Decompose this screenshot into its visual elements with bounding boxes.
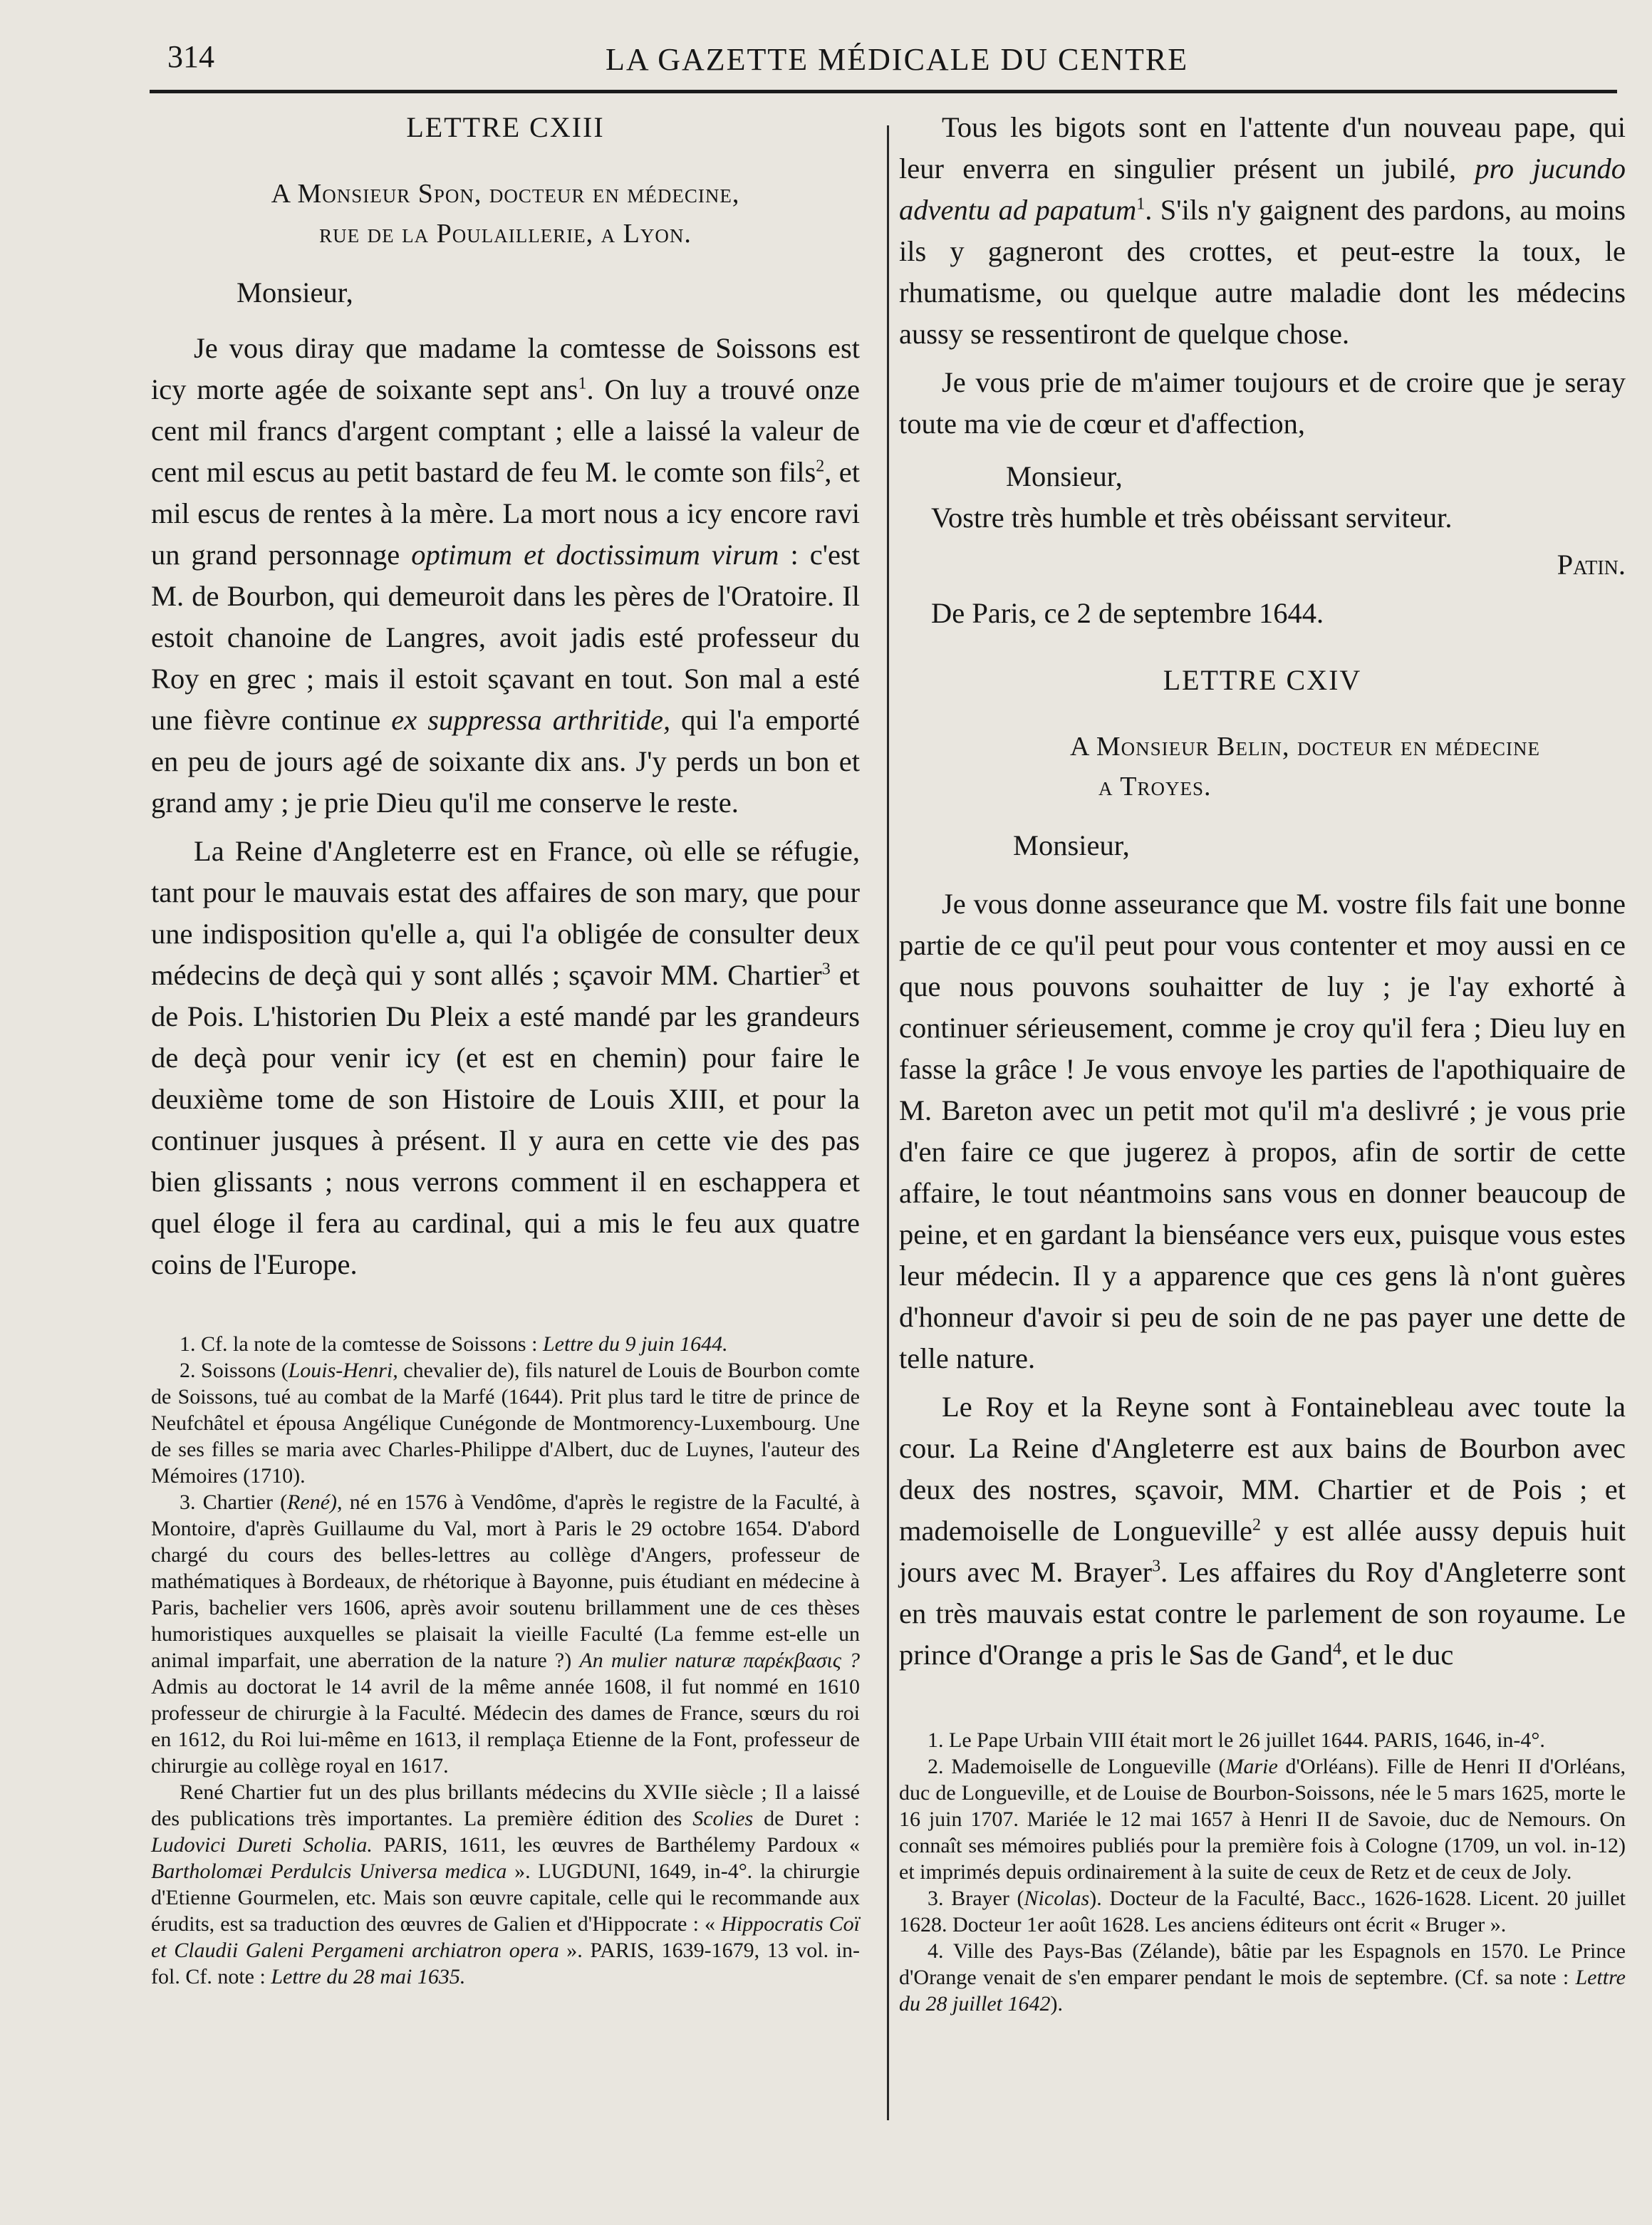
- footnote-ref: 4: [1332, 1639, 1341, 1659]
- body-paragraph: [899, 107, 1626, 355]
- text-run: . S'ils n'y gaignent des pardons, au moins ils y gagneront des crottes, et peut-estre la toux, le rhumatisme, ou quelque autre maladie dont les médecins aussy se ressentiront de quelque chose.: [899, 194, 1626, 350]
- signature: Patin.: [1557, 549, 1626, 581]
- italic-run: René),: [287, 1490, 343, 1514]
- addressee-line: A Monsieur Belin, docteur en médecine: [1070, 732, 1540, 762]
- footnote-ref: 3: [1152, 1557, 1161, 1576]
- footnote-ref: 2: [1252, 1515, 1262, 1535]
- text-run: ». PARIS, 1639-1679, 13 vol. in-fol. Cf. note :: [151, 1939, 860, 1988]
- body-paragraph: [151, 328, 860, 824]
- text-run: 2. Soissons (: [180, 1359, 289, 1382]
- running-title: LA GAZETTE MÉDICALE DU CENTRE: [606, 42, 1189, 77]
- text-run: de Duret :: [764, 1807, 861, 1830]
- right-column: [899, 107, 1626, 1676]
- text-run: : c'est M. de Bourbon, qui demeuroit dans les pères de l'Oratoire. Il estoit chanoine de Langres, avoit jadis esté professeur du Roy en grec ; mais il estoit sçavant en tout. Son mal a esté une fièvre continue: [151, 539, 860, 736]
- footnote: [899, 1938, 1626, 2017]
- italic-run: Lettre du 9 juin 1644.: [542, 1332, 728, 1356]
- addressee-line: A Monsieur Spon, docteur en médecine,: [271, 179, 740, 209]
- text-run: 3. Brayer (: [928, 1887, 1024, 1910]
- salutation: Monsieur,: [237, 276, 353, 308]
- footnotes-right: [899, 1727, 1626, 2017]
- addressee: [899, 727, 1626, 807]
- date-line: De Paris, ce 2 de septembre 1644.: [931, 597, 1324, 629]
- page-number: 314: [167, 39, 214, 74]
- footnote: [151, 1489, 860, 1779]
- footnote-ref: 2: [816, 457, 825, 476]
- text-run: chevalier de), fils naturel de Louis de Bourbon comte de Soissons, tué au combat de la Marfé (1644). Prit plus tard le titre de prince de Neufchâtel et épousa Angélique Cunégonde de Montmorency-Luxembourg. Une de ses filles se maria avec Charles-Philippe d'Albert, duc de Luynes, l'auteur des Mémoires (1710).: [151, 1359, 860, 1488]
- letter-title: LETTRE CXIII: [406, 111, 605, 143]
- text-run: Tous les bigots sont en l'attente d'un nouveau pape, qui leur enverra en singulier présent un jubilé,: [899, 111, 1626, 185]
- text-run: PARIS, 1611, les œuvres de Barthélemy Pardoux «: [383, 1833, 860, 1857]
- text-run: La Reine d'Angleterre est en France, où elle se réfugie, tant pour le mauvais estat des affaires de son mary, que pour une indisposition qu'elle a, qui l'a obligée de consulter deux médecins de deçà qui y sont allés ; sçavoir MM. Chartier: [151, 835, 860, 991]
- footnote: [151, 1357, 860, 1489]
- text-run: . On luy a trouvé onze cent mil francs d'argent comptant ; elle a laissé la valeur de cent mil escus au petit bastard de feu M. le comte son fils: [151, 373, 860, 488]
- text-run: ». LUGDUNI, 1649, in-4°. la chirurgie d'Etienne Gourmelen, etc. Mais son œuvre capitale, celle qui le recommande aux érudits, est sa traduction des œuvres de Galien et d'Hippocrate : «: [151, 1860, 861, 1936]
- text-run: et de Pois. L'historien Du Pleix a esté mandé par les grandeurs de deçà pour venir icy (et est en chemin) pour faire le deuxième tome de son Histoire de Louis XIII, et pour la continuer jusques à présent. Il y aura en cette vie des pas bien glissants ; nous verrons comment il en eschappera et quel éloge il fera au cardinal, qui a mis le feu aux quatre coins de l'Europe.: [151, 959, 860, 1280]
- footnote-ref: 1: [1136, 195, 1146, 214]
- footnote-ref: 1: [578, 374, 587, 393]
- body-paragraph: [151, 831, 860, 1285]
- body-paragraph: [899, 1386, 1626, 1676]
- italic-run: Louis-Henri,: [288, 1359, 398, 1382]
- text-run: y est allée aussy depuis huit jours avec M. Brayer: [899, 1515, 1626, 1588]
- body-paragraph: Je vous prie de m'aimer toujours et de croire que je seray toute ma vie de cœur et d'affection,: [899, 366, 1626, 440]
- footnote-ref: 3: [821, 960, 831, 979]
- italic-run: Lettre du 28 juillet 1642: [899, 1966, 1626, 2016]
- text-run: qui l'a emporté en peu de jours agé de soixante dix ans. J'y perds un bon et grand amy ; je prie Dieu qu'il me conserve le reste.: [151, 704, 861, 819]
- text-run: , et mil escus de rentes à la mère. La mort nous a icy encore ravi un grand personnage: [151, 456, 860, 571]
- footnote: [899, 1885, 1626, 1938]
- latin-phrase: optimum et doctissimum virum: [411, 539, 779, 571]
- text-run: ).: [1050, 1992, 1063, 2016]
- addressee-line: a Troyes.: [1098, 772, 1212, 802]
- column-divider: [887, 125, 889, 2120]
- text-run: 3. Chartier (: [180, 1490, 288, 1514]
- text-run: Le Roy et la Reyne sont à Fontainebleau avec toute la cour. La Reine d'Angleterre est aux bains de Bourbon avec deux des nostres, sçavoir, MM. Chartier et de Pois ; et mademoiselle de Longueville: [899, 1391, 1626, 1547]
- addressee: [151, 174, 860, 254]
- text-run: Je vous diray que madame la comtesse de Soissons est icy morte agée de soixante sept ans: [151, 332, 860, 405]
- left-column: [151, 107, 860, 1285]
- text-run: d'Orléans). Fille de Henri II d'Orléans, duc de Longueville, et de Louise de Bourbon-Soissons, née le 5 mars 1625, morte le 16 juin 1707. Mariée le 12 mai 1657 à Henri II de Savoie, duc de Nemours. On connaît ses mémoires publiés pour la première fois à Cologne (1709, un vol. in-12) et imprimés depuis ordinairement à la suite de ceux de Retz et de ceux de Joly.: [899, 1755, 1626, 1884]
- footnotes-left: [151, 1331, 860, 1990]
- italic-run: Bartholomæi Perdulcis Universa medica: [151, 1860, 507, 1883]
- italic-run: Hippocratis Coï et Claudii Galeni Pergameni archiatron opera: [151, 1912, 861, 1962]
- addressee-line: rue de la Poulaillerie, a Lyon.: [319, 219, 692, 249]
- text-run: 2. Mademoiselle de Longueville (: [928, 1755, 1226, 1778]
- text-run: René Chartier fut un des plus brillants médecins du XVIIe siècle ; Il a laissé des publications très importantes. La première édition des: [151, 1780, 860, 1830]
- page-header: [150, 36, 1610, 93]
- footnote: 1. Le Pape Urbain VIII était mort le 26 juillet 1644. PARIS, 1646, in-4°.: [928, 1728, 1545, 1752]
- text-run: . Les affaires du Roy d'Angleterre sont en très mauvais estat contre le parlement de son royaume. Le prince d'Orange a pris le Sas de Gand: [899, 1556, 1626, 1671]
- italic-run: An mulier naturæ παρέκβασις ?: [579, 1649, 861, 1672]
- body-paragraph: Je vous donne asseurance que M. vostre fils fait une bonne partie de ce qu'il peut pour vous contenter et moy aussi en ce que nous pouvons souhaitter de luy ; je l'ay exhorté à continuer sérieusement, comme je croy qu'il fera ; Dieu luy en fasse la grâce ! Je vous envoye les parties de l'apothiquaire de M. Bareton avec un petit mot qu'il m'a deslivré ; je vous prie d'en faire ce que jugerez à propos, afin de sortir de cette affaire, le tout néantmoins sans vous en donner beaucoup de peine, et en gardant la bienséance vers eux, puisque vous estes leur médecin. Il y a apparence que ces gens là n'ont guères d'honneur d'avoir si peu de soin de ne pas payer une dette de telle nature.: [899, 888, 1626, 1374]
- latin-phrase: ex suppressa arthritide,: [391, 704, 671, 736]
- salutation: Monsieur,: [1013, 829, 1130, 861]
- text-run: Admis au doctorat le 14 avril de la même année 1608, il fut nommé en 1610 professeur de chirurgie à la Faculté. Médecin des dames de France, sœurs du roi en 1612, du Roi lui-même en 1613, il remplaça Etienne de la Font, professeur de chirurgie au collège royal en 1617.: [151, 1675, 860, 1778]
- footnote: [151, 1331, 860, 1357]
- text-run: ). Docteur de la Faculté, Bacc., 1626-1628. Licent. 20 juillet 1628. Docteur 1er août 1628. Les anciens éditeurs ont écrit « Bruger ».: [899, 1887, 1626, 1936]
- italic-run: Nicolas: [1024, 1887, 1090, 1910]
- text-run: né en 1576 à Vendôme, d'après le registre de la Faculté, à Montoire, d'après Guillaume du Val, mort à Paris le 29 octobre 1654. D'abord chargé du cours des belles-lettres au collège d'Angers, professeur de mathématiques à Bordeaux, de rhétorique à Bayonne, puis étudiant en médecine à Paris, bachelier vers 1606, après avoir soutenu brillamment une de ces thèses humoristiques auxquelles se plaisait la vieille Faculté (La femme est-elle un animal imparfait, une aberration de la nature ?): [151, 1490, 860, 1672]
- italic-run: Lettre du 28 mai 1635.: [271, 1965, 466, 1988]
- italic-run: Ludovici Dureti Scholia.: [151, 1833, 373, 1857]
- text-run: , et le duc: [1341, 1639, 1454, 1671]
- closing-formula: Vostre très humble et très obéissant serviteur.: [931, 502, 1453, 534]
- text-run: 4. Ville des Pays-Bas (Zélande), bâtie par les Espagnols en 1570. Le Prince d'Orange venait de s'en emparer pendant le mois de septembre. (Cf. sa note :: [899, 1939, 1626, 1989]
- italic-run: Scolies: [692, 1807, 754, 1830]
- text-run: 1. Cf. la note de la comtesse de Soissons :: [180, 1332, 538, 1356]
- closing-salutation: Monsieur,: [1006, 460, 1123, 492]
- footnote: [899, 1753, 1626, 1885]
- latin-phrase: pro jucundo adventu ad papatum: [899, 152, 1626, 226]
- footnote: [151, 1779, 860, 1990]
- italic-run: Marie: [1225, 1755, 1278, 1778]
- letter-title: LETTRE CXIV: [1163, 664, 1362, 696]
- header-rule: [150, 90, 1617, 93]
